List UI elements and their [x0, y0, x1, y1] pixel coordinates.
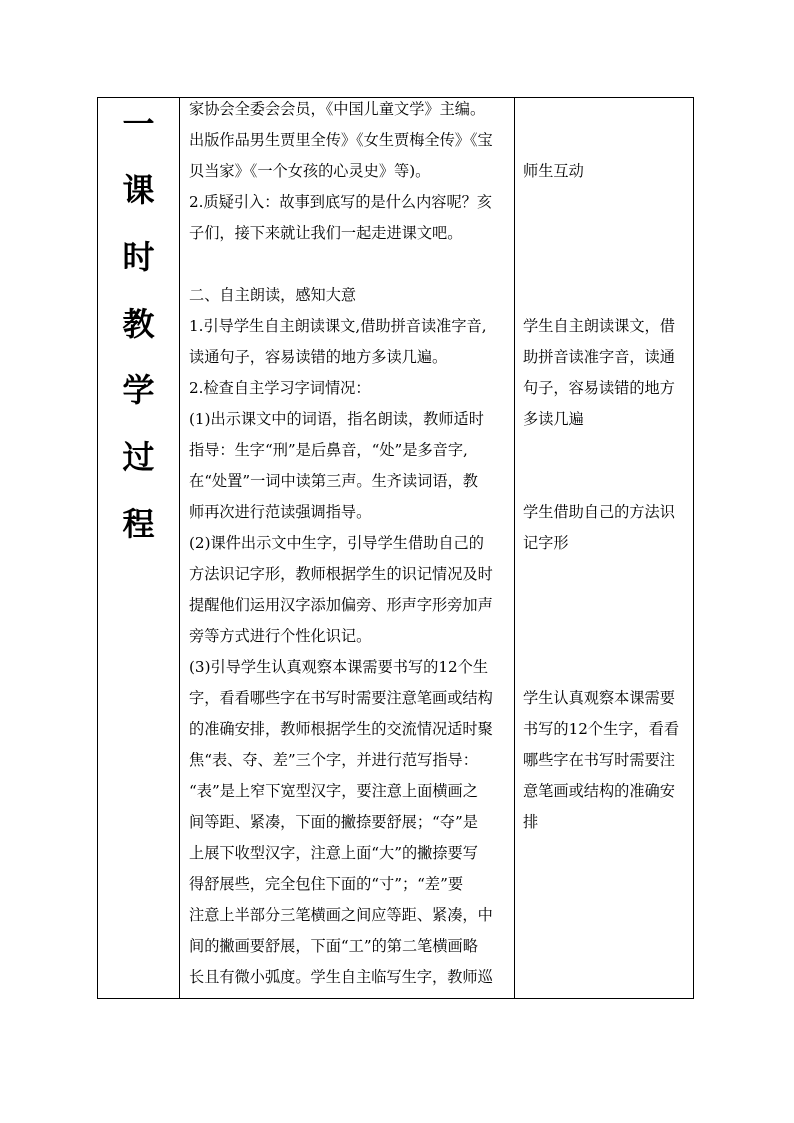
activity-block-2 [516, 311, 694, 435]
activity-line: 学生借助自己的方法识 [523, 503, 675, 521]
text-line: 二、自主朗读，感知大意 [189, 286, 357, 304]
activity-line: 助拼音读准字音，读通 [523, 348, 675, 366]
text-line: (3)引导学生认真观察本课需要书写的12个生 [189, 658, 489, 676]
activity-line: 排 [523, 813, 539, 831]
heading-char: 教 [122, 305, 155, 343]
text-line: 旁等方式进行个性化识记。 [189, 627, 372, 645]
activity-line: 哪些字在书写时需要注 [523, 751, 675, 769]
text-line: 师再次进行范读强调指导。 [189, 503, 372, 521]
heading-char: 过 [122, 438, 155, 476]
activity-block-3 [516, 497, 694, 559]
text-line: 出版作品男生贾里全传》《女生贾梅全传》《宝 [189, 131, 493, 149]
activity-line: 记字形 [523, 534, 569, 552]
activity-block-1 [516, 156, 694, 187]
activity-line: 多读几遍 [523, 410, 584, 428]
activity-line: 学生自主朗读课文，借 [523, 317, 675, 335]
text-line: 2.质疑引入：故事到底写的是什么内容呢？亥 [189, 193, 493, 211]
heading-char: 时 [122, 238, 155, 276]
text-line: 方法识记字形，教师根据学生的识记情况及时 [189, 565, 493, 583]
text-line: 在“处置”一词中读第三声。生齐读词语，教 [189, 472, 478, 490]
heading-char: 学 [122, 371, 155, 409]
text-line: 字，看看哪些字在书写时需要注意笔画或结构 [189, 689, 493, 707]
text-line: 的准确安排，教师根据学生的交流情况适时聚 [189, 720, 493, 738]
text-line: 1.引导学生自主朗读课文,借助拼音读准字音, [189, 317, 487, 335]
middle-text-column [181, 94, 513, 993]
column-divider [514, 98, 515, 998]
text-line: 焦“表、夺、差”三个字，并进行范写指导： [189, 751, 478, 769]
activity-line: 学生认真观察本课需要 [523, 689, 675, 707]
heading-char: 一 [122, 105, 155, 143]
activity-line: 书写的12个生字，看看 [523, 720, 680, 738]
text-line: 注意上半部分三笔横画之间应等距、紧凑，中 [189, 906, 493, 924]
activity-block-4 [516, 683, 694, 838]
text-line: 指导：生字“刑”是后鼻音，“处”是多音字, [189, 441, 468, 459]
left-heading-column [98, 98, 180, 998]
text-line: (1)出示课文中的词语，指名朗读，教师适时 [189, 410, 484, 428]
text-line: 上展下收型汉字，注意上面“大”的撇捺要写 [189, 844, 478, 862]
text-line: “表”是上窄下宽型汉字，要注意上面横画之 [189, 782, 478, 800]
text-line: 贝当家》《一个女孩的心灵史》等)。 [189, 162, 431, 180]
text-line: 家协会全委会会员，《中国儿童文学》主编。 [189, 100, 486, 118]
activity-line: 师生互动 [523, 162, 584, 180]
activity-line: 意笔画或结构的准确安 [523, 782, 675, 800]
text-line: (2)课件出示文中生字，引导学生借助自己的 [189, 534, 484, 552]
text-line: 间等距、紧凑，下面的撇捺要舒展；“夺”是 [189, 813, 478, 831]
text-line: 读通句子，容易读错的地方多读几遍。 [189, 348, 448, 366]
heading-char: 程 [122, 505, 155, 543]
lesson-table [97, 97, 694, 999]
text-line: 子们，接下来就让我们一起走进课文吧。 [189, 224, 463, 242]
text-line: 得舒展些，完全包住下面的“寸”；“差”要 [189, 875, 464, 893]
text-line: 长且有微小弧度。学生自主临写生字，教师巡 [189, 968, 493, 986]
text-line: 间的撇画要舒展，下面“工”的第二笔横画略 [189, 937, 478, 955]
text-line: 提醒他们运用汉字添加偏旁、形声字形旁加声 [189, 596, 493, 614]
text-line: 2.检查自主学习字词情况： [189, 379, 371, 397]
activity-line: 句子，容易读错的地方 [523, 379, 675, 397]
text-line [189, 249, 507, 280]
heading-char: 课 [122, 171, 155, 209]
